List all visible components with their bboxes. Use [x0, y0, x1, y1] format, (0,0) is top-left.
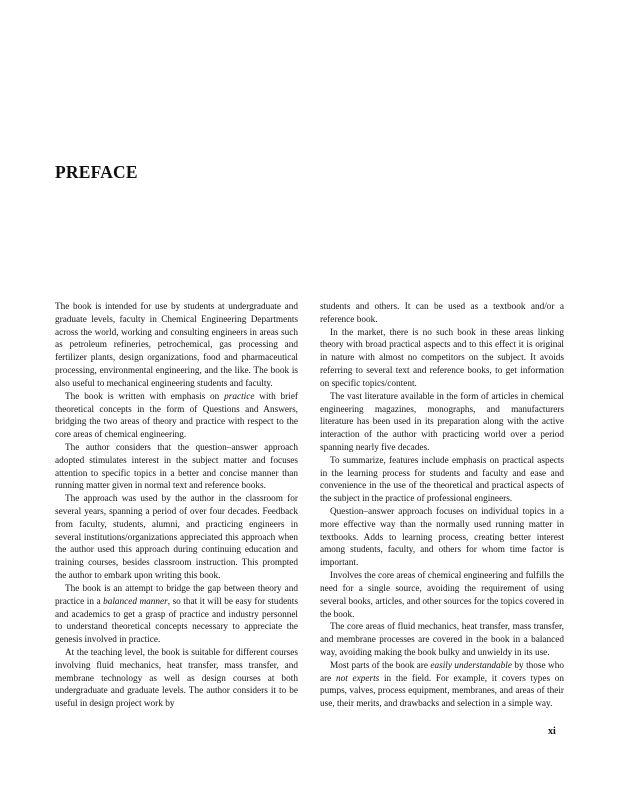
body-text: by those who are: [320, 660, 564, 684]
paragraph: [55, 442, 298, 493]
body-text: At the teaching level, the book is suitable for different courses involving fluid mechanics, heat transfer, mass transfer, and membrane technology as well as design courses at both undergraduate and graduate levels. The author considers it to be useful in design project work by: [55, 647, 298, 710]
paragraph: [55, 583, 298, 647]
body-text: Question–answer approach focuses on individual topics in a more effective way than the normally used running matter in textbooks. Adds to learning process, creating better interest among students, faculty, and others for whom time factor is important.: [320, 507, 564, 569]
paragraph: [320, 327, 564, 391]
body-text: , so that it will be easy for students and academics to get a grasp of practice and industry personnel to understand theoretical concepts necessary to appreciate the genesis involved in practice.: [55, 596, 298, 646]
paragraph: [320, 301, 564, 327]
left-column: [55, 301, 298, 711]
body-text: in the field. For example, it covers types on pumps, valves, process equipment, membranes, and areas of their use, their merits, and drawbacks and selection in a simple way.: [320, 673, 565, 710]
body-text: The approach was used by the author in the classroom for several years, spanning a period of over four decades. Feedback from faculty, students, alumni, and practicing engineers in several institutions/organizations appreciated this approach when the author used this approach during continuing education and training courses, besides classroom instruction. This prompted the author to embark upon writing this book.: [55, 494, 298, 582]
page-number: xi: [548, 726, 556, 737]
paragraph: [320, 455, 564, 506]
body-text: The author considers that the question–answer approach adopted stimulates interest in the subject matter and focuses attention to specific topics in a better and concise manner than running matter given in normal text and reference books.: [55, 442, 298, 492]
body-text: The core areas of fluid mechanics, heat transfer, mass transfer, and membrane processes are covered in the book in a balanced way, avoiding making the book bulky and unwieldy in its use.: [320, 622, 564, 658]
paragraph: [320, 621, 564, 659]
body-text: students and others. It can be used as a textbook and/or a reference book.: [320, 302, 564, 325]
emphasis-text: not experts: [336, 673, 380, 684]
body-text: Most parts of the book are: [330, 660, 431, 671]
paragraph: [320, 506, 564, 570]
body-text: Involves the core areas of chemical engineering and fulfills the need for a single source, avoiding the requirement of using several books, articles, and other sources for the topics covered in the book.: [320, 571, 564, 620]
emphasis-text: balanced manner: [103, 596, 168, 607]
body-text: The book is intended for use by students at undergraduate and graduate levels, faculty in Chemical Engineering Departments across the world, working and consulting engineers in areas such as petroleum refineries, petrochemical, gas processing and fertilizer plants, design organizations, food and pharmaceutical processing, environmental engineering, and the like. The book is also useful to mechanical engineering students and faculty.: [55, 302, 298, 389]
body-text: To summarize, features include emphasis on practical aspects in the learning process for students and faculty and ease and convenience in the use of the theoretical and practical aspects of the subject in the practice of professional engineers.: [320, 455, 564, 505]
emphasis-text: easily understandable: [430, 660, 512, 671]
body-text: with brief theoretical concepts in the form of Questions and Answers, bridging the two areas of theory and practice with respect to the core areas of chemical engineering.: [55, 391, 299, 441]
paragraph: [55, 391, 298, 442]
body-text: The vast literature available in the form of articles in chemical engineering magazines, monographs, and manufacturers literature has been used in its preparation along with the active interaction of the author with practicing world over a period spanning nearly five decades.: [320, 391, 564, 453]
paragraph: [320, 570, 564, 621]
paragraph: [55, 301, 298, 391]
paragraph: [320, 391, 564, 455]
right-column: [320, 301, 564, 711]
paragraph: [320, 660, 564, 711]
emphasis-text: practice: [224, 391, 255, 402]
paragraph: [55, 493, 298, 583]
paragraph: [55, 647, 298, 711]
body-text: The book is an attempt to bridge the gap between theory and practice in a: [55, 583, 298, 607]
page-title: PREFACE: [55, 162, 138, 182]
body-text: In the market, there is no such book in these areas linking theory with broad practical aspects and to this effect it is original in nature with almost no competitors on the subject. It avoids referring to several text and reference books, to get information on specific topics/content.: [320, 327, 564, 389]
body-text: The book is written with emphasis on: [65, 391, 225, 402]
